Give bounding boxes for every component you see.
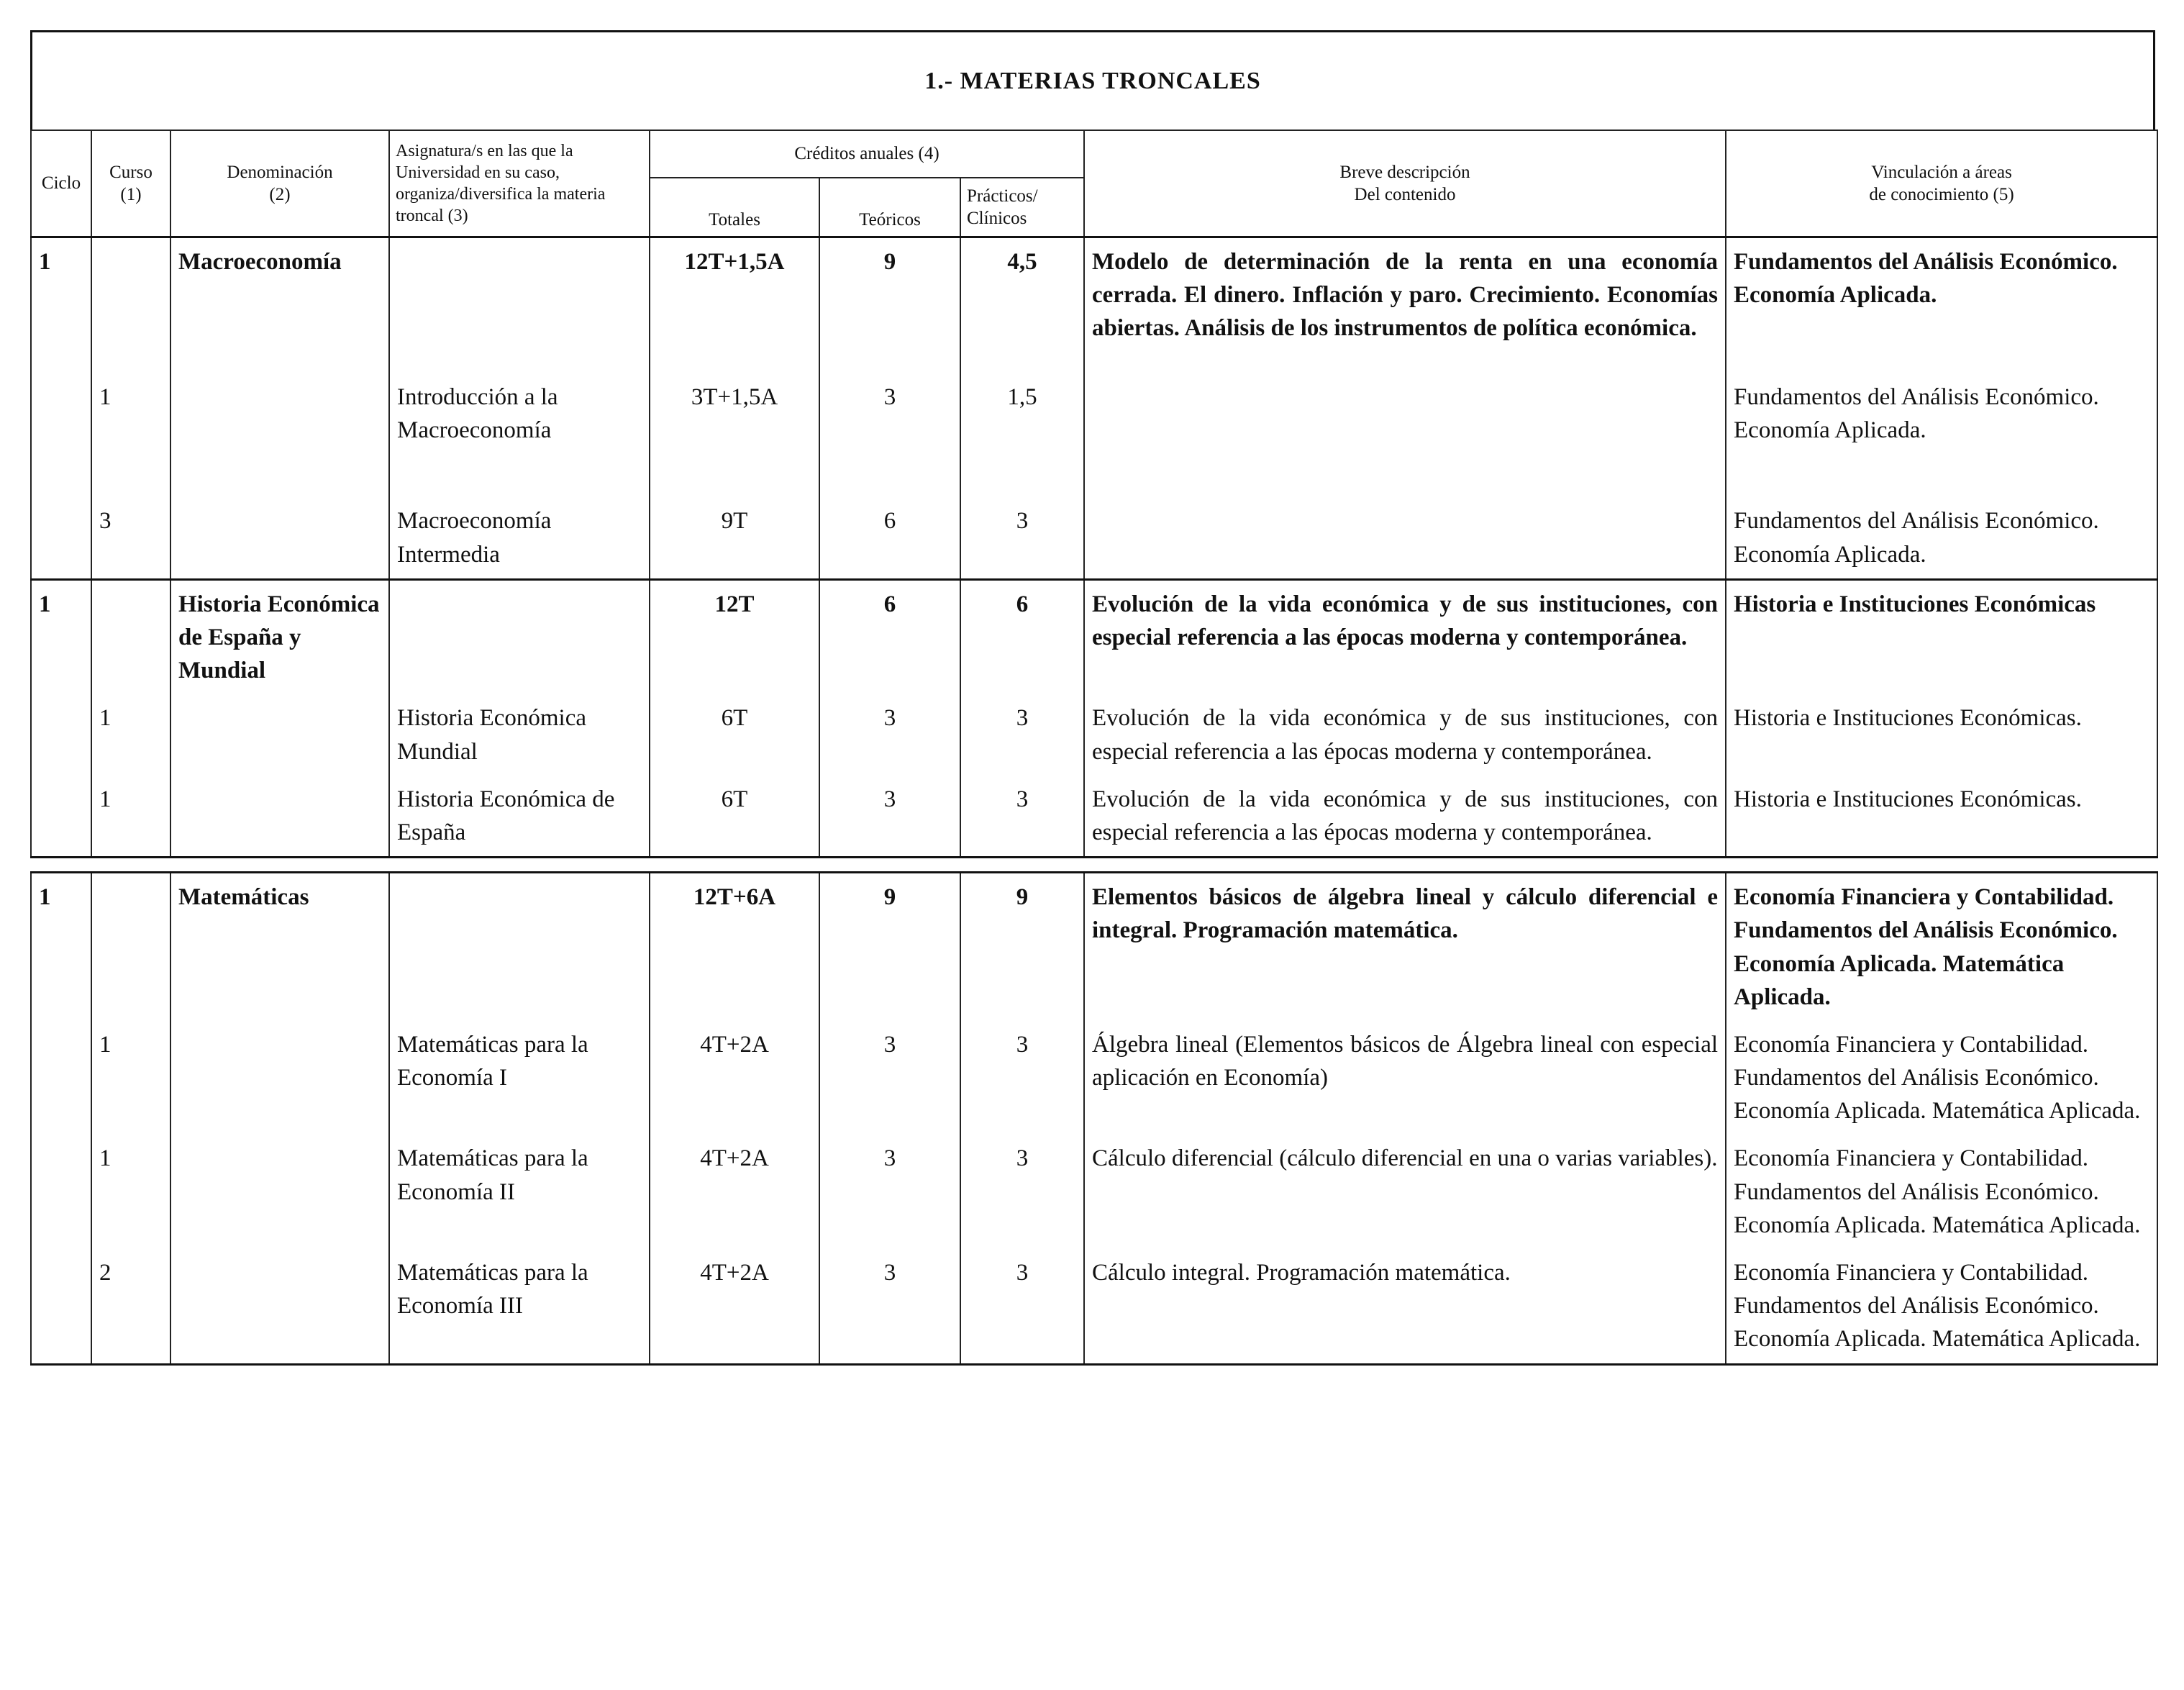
- cell-descripcion: Evolución de la vida económica y de sus instituciones, con especial referencia a las épocas moderna y contemporánea.: [1084, 579, 1726, 694]
- cell-vinculacion: Historia e Instituciones Económicas.: [1726, 776, 2157, 858]
- table-row: [31, 776, 2157, 858]
- cell-ciclo: [31, 776, 91, 858]
- cell-asignatura: Macroeconomía Intermedia: [389, 497, 650, 579]
- cell-ciclo: [31, 1021, 91, 1135]
- cell-denominacion: Historia Económica de España y Mundial: [170, 579, 389, 694]
- cell-vinculacion: Economía Financiera y Contabilidad. Fundamentos del Análisis Económico. Economía Aplicada. Matemática Aplicada.: [1726, 1249, 2157, 1364]
- cell-denominacion: [170, 694, 389, 775]
- cell-ciclo: [31, 373, 91, 497]
- table-row: [31, 873, 2157, 1021]
- cell-ciclo: 1: [31, 873, 91, 1021]
- cell-practicos: 1,5: [960, 373, 1084, 497]
- cell-denominacion: [170, 1135, 389, 1249]
- table-row: [31, 373, 2157, 497]
- cell-totales: 6T: [650, 776, 819, 858]
- cell-practicos: 4,5: [960, 237, 1084, 373]
- cell-ciclo: [31, 1135, 91, 1249]
- cell-totales: 12T+6A: [650, 873, 819, 1021]
- materias-table: [30, 130, 2158, 1366]
- cell-asignatura: [389, 237, 650, 373]
- cell-asignatura: Matemáticas para la Economía I: [389, 1021, 650, 1135]
- cell-totales: 4T+2A: [650, 1135, 819, 1249]
- cell-ciclo: [31, 1249, 91, 1364]
- cell-vinculacion: Fundamentos del Análisis Económico. Economía Aplicada.: [1726, 373, 2157, 497]
- cell-teoricos: 6: [819, 579, 960, 694]
- cell-vinculacion: Historia e Instituciones Económicas: [1726, 579, 2157, 694]
- cell-denominacion: Macroeconomía: [170, 237, 389, 373]
- cell-practicos: 9: [960, 873, 1084, 1021]
- cell-descripcion: Álgebra lineal (Elementos básicos de Álgebra lineal con especial aplicación en Economía): [1084, 1021, 1726, 1135]
- cell-practicos: 3: [960, 776, 1084, 858]
- header-practicos: Prácticos/ Clínicos: [960, 178, 1084, 237]
- cell-descripcion: Cálculo diferencial (cálculo diferencial en una o varias variables).: [1084, 1135, 1726, 1249]
- cell-vinculacion: Fundamentos del Análisis Económico. Economía Aplicada.: [1726, 237, 2157, 373]
- cell-teoricos: 3: [819, 1135, 960, 1249]
- cell-totales: 12T+1,5A: [650, 237, 819, 373]
- cell-curso: 3: [91, 497, 170, 579]
- table-header: [31, 130, 2157, 237]
- cell-denominacion: Matemáticas: [170, 873, 389, 1021]
- cell-teoricos: 9: [819, 237, 960, 373]
- table-gap: [31, 858, 2157, 873]
- cell-asignatura: Matemáticas para la Economía III: [389, 1249, 650, 1364]
- cell-descripcion: Elementos básicos de álgebra lineal y cálculo diferencial e integral. Programación matemática.: [1084, 873, 1726, 1021]
- cell-asignatura: Historia Económica de España: [389, 776, 650, 858]
- cell-descripcion: [1084, 373, 1726, 497]
- header-curso: Curso (1): [91, 130, 170, 237]
- cell-totales: 9T: [650, 497, 819, 579]
- cell-descripcion: Evolución de la vida económica y de sus instituciones, con especial referencia a las épocas moderna y contemporánea.: [1084, 694, 1726, 775]
- cell-denominacion: [170, 1021, 389, 1135]
- cell-teoricos: 6: [819, 497, 960, 579]
- cell-totales: 6T: [650, 694, 819, 775]
- cell-practicos: 3: [960, 1249, 1084, 1364]
- cell-vinculacion: Historia e Instituciones Económicas.: [1726, 694, 2157, 775]
- cell-practicos: 3: [960, 694, 1084, 775]
- cell-ciclo: [31, 694, 91, 775]
- cell-descripcion: Modelo de determinación de la renta en una economía cerrada. El dinero. Inflación y paro. Crecimiento. Economías abiertas. Análisis de los instrumentos de política económica.: [1084, 237, 1726, 373]
- cell-totales: 4T+2A: [650, 1021, 819, 1135]
- cell-practicos: 6: [960, 579, 1084, 694]
- cell-totales: 12T: [650, 579, 819, 694]
- cell-curso: [91, 579, 170, 694]
- cell-curso: 1: [91, 373, 170, 497]
- cell-denominacion: [170, 373, 389, 497]
- table-row: [31, 694, 2157, 775]
- table-body: [31, 237, 2157, 1364]
- cell-curso: 1: [91, 694, 170, 775]
- cell-asignatura: Introducción a la Macroeconomía: [389, 373, 650, 497]
- document-sheet: [30, 30, 2157, 1678]
- cell-ciclo: 1: [31, 579, 91, 694]
- page-title: 1.- MATERIAS TRONCALES: [30, 30, 2155, 130]
- cell-descripcion: Cálculo integral. Programación matemática.: [1084, 1249, 1726, 1364]
- cell-curso: 1: [91, 1021, 170, 1135]
- table-row: [31, 237, 2157, 373]
- cell-ciclo: [31, 497, 91, 579]
- cell-curso: 2: [91, 1249, 170, 1364]
- header-ciclo: Ciclo: [31, 130, 91, 237]
- cell-teoricos: 9: [819, 873, 960, 1021]
- cell-teoricos: 3: [819, 776, 960, 858]
- header-descripcion: Breve descripción Del contenido: [1084, 130, 1726, 237]
- cell-descripcion: Evolución de la vida económica y de sus instituciones, con especial referencia a las épocas moderna y contemporánea.: [1084, 776, 1726, 858]
- cell-totales: 4T+2A: [650, 1249, 819, 1364]
- cell-teoricos: 3: [819, 694, 960, 775]
- cell-practicos: 3: [960, 1021, 1084, 1135]
- cell-vinculacion: Economía Financiera y Contabilidad. Fundamentos del Análisis Económico. Economía Aplicada. Matemática Aplicada.: [1726, 1021, 2157, 1135]
- cell-vinculacion: Fundamentos del Análisis Económico. Economía Aplicada.: [1726, 497, 2157, 579]
- cell-curso: 1: [91, 776, 170, 858]
- cell-ciclo: 1: [31, 237, 91, 373]
- cell-practicos: 3: [960, 1135, 1084, 1249]
- table-row: [31, 1021, 2157, 1135]
- header-creditos: Créditos anuales (4): [650, 130, 1084, 178]
- cell-curso: 1: [91, 1135, 170, 1249]
- cell-curso: [91, 873, 170, 1021]
- cell-vinculacion: Economía Financiera y Contabilidad. Fundamentos del Análisis Económico. Economía Aplicada. Matemática Aplicada.: [1726, 873, 2157, 1021]
- cell-denominacion: [170, 1249, 389, 1364]
- header-vinculacion: Vinculación a áreas de conocimiento (5): [1726, 130, 2157, 237]
- table-row: [31, 497, 2157, 579]
- table-row: [31, 1249, 2157, 1364]
- header-asignatura: Asignatura/s en las que la Universidad en su caso, organiza/diversifica la materia troncal (3): [389, 130, 650, 237]
- cell-asignatura: [389, 873, 650, 1021]
- cell-practicos: 3: [960, 497, 1084, 579]
- table-row: [31, 1135, 2157, 1249]
- cell-curso: [91, 237, 170, 373]
- cell-totales: 3T+1,5A: [650, 373, 819, 497]
- cell-asignatura: [389, 579, 650, 694]
- header-teoricos: Teóricos: [819, 178, 960, 237]
- cell-asignatura: Historia Económica Mundial: [389, 694, 650, 775]
- cell-teoricos: 3: [819, 373, 960, 497]
- cell-denominacion: [170, 776, 389, 858]
- cell-vinculacion: Economía Financiera y Contabilidad. Fundamentos del Análisis Económico. Economía Aplicada. Matemática Aplicada.: [1726, 1135, 2157, 1249]
- header-denominacion: Denominación (2): [170, 130, 389, 237]
- table-row: [31, 579, 2157, 694]
- cell-teoricos: 3: [819, 1021, 960, 1135]
- cell-teoricos: 3: [819, 1249, 960, 1364]
- header-totales: Totales: [650, 178, 819, 237]
- cell-descripcion: [1084, 497, 1726, 579]
- cell-asignatura: Matemáticas para la Economía II: [389, 1135, 650, 1249]
- cell-denominacion: [170, 497, 389, 579]
